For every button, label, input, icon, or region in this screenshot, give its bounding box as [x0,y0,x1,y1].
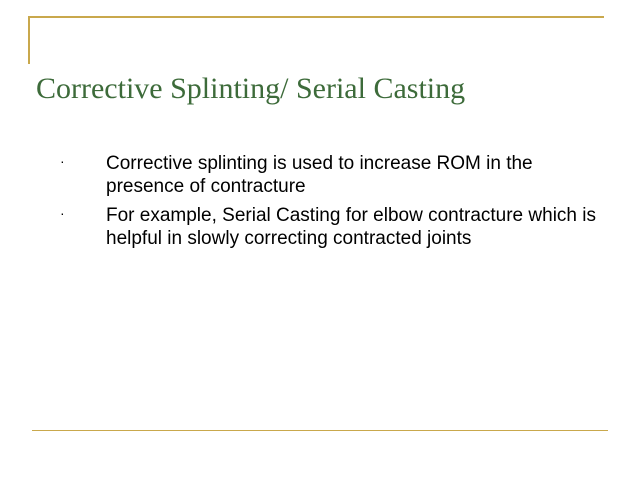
bullet-list [60,152,600,256]
bullet-item [60,204,600,250]
slide-title: Corrective Splinting/ Serial Casting [36,72,466,105]
bullet-marker-icon: · [60,153,65,169]
bullet-text: Corrective splinting is used to increase ROM in the presence of contracture [106,153,533,197]
frame-top-line [28,16,604,18]
frame-bottom-line [32,430,608,431]
bullet-text: For example, Serial Casting for elbow contracture which is helpful in slowly correcting contracted joints [106,205,596,249]
bullet-marker-icon: · [60,205,65,221]
frame-left-line [28,16,30,64]
bullet-item [60,152,600,198]
